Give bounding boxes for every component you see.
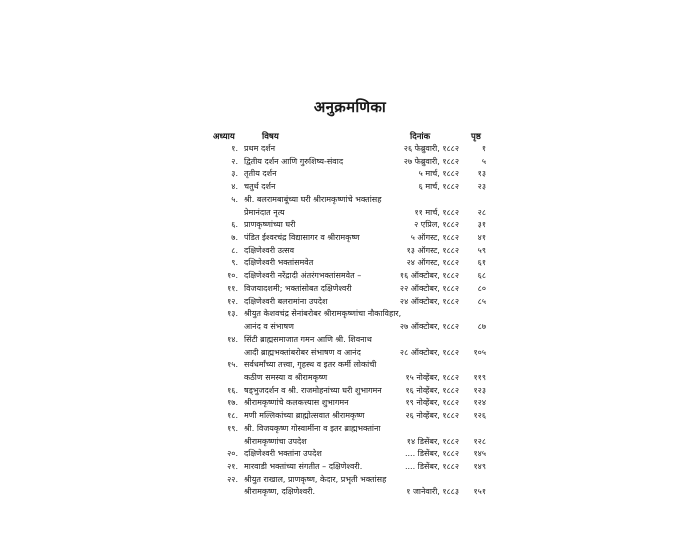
contents-row — [0, 257, 700, 270]
contents-row — [0, 219, 700, 232]
header-chapter: अध्याय — [213, 132, 235, 142]
contents-row — [0, 334, 700, 347]
contents-row — [0, 156, 700, 169]
chapter-subject: आनंद व संभाषण — [244, 322, 294, 332]
page-number: १४९ — [473, 461, 486, 471]
page-title: अनुक्रमणिका — [313, 98, 387, 116]
chapter-number: ५. — [231, 194, 238, 204]
chapter-date: २६ फेब्रुवारी, १८८२ — [403, 144, 459, 153]
page-number: १२३ — [473, 385, 486, 395]
page-number: २३ — [477, 182, 486, 192]
chapter-subject: तृतीय दर्शन — [244, 169, 277, 179]
contents-row — [0, 448, 700, 461]
chapter-subject: कठीण समस्या व श्रीरामकृष्ण — [244, 372, 328, 382]
page-number: ४१ — [477, 233, 486, 243]
chapter-date: ६ मार्च, १८८२ — [418, 182, 459, 192]
contents-row — [0, 410, 700, 423]
contents-row — [0, 347, 700, 360]
chapter-subject: सर्वधर्मांच्या तत्त्वा, गृहस्थ व इतर कर्मी लोकांची — [244, 360, 377, 370]
page-number: ६१ — [477, 258, 486, 268]
chapter-number: १०. — [227, 271, 238, 281]
chapter-number: ७. — [231, 233, 238, 243]
page-number: १२६ — [473, 411, 486, 421]
chapter-number: २०. — [227, 449, 238, 459]
chapter-subject: श्री. विजयकृष्ण गोस्वामींना व इतर ब्राह्मभक्तांना — [244, 423, 381, 433]
chapter-number: १८. — [227, 411, 238, 421]
chapter-subject: द्वितीय दर्शन आणि गुरुशिष्य-संवाद — [244, 156, 344, 166]
chapter-date: २७ फेब्रुवारी, १८८२ — [403, 156, 459, 166]
page-number: ८५ — [477, 296, 486, 306]
chapter-date: २२ ऑक्टोबर, १८८२ — [399, 283, 459, 293]
page-number: २८ — [477, 207, 486, 217]
chapter-subject: आदी ब्राह्मभक्तांबरोबर संभाषण व आनंद — [244, 347, 361, 357]
contents-row — [0, 168, 700, 181]
chapter-date: १ जानेवारी, १८८३ — [406, 487, 459, 497]
chapter-number: ६. — [231, 220, 238, 230]
chapter-date: .... डिसेंबर, १८८२ — [404, 449, 459, 459]
chapter-date: .... डिसेंबर, १८८२ — [404, 461, 459, 471]
chapter-date: २४ ऑक्टोबर, १८८२ — [399, 296, 459, 306]
chapter-date: १६ नोव्हेंबर, १८८२ — [405, 385, 459, 395]
chapter-subject: श्रीयुत केशवचंद्र सेनांबरोबर श्रीरामकृष्णांचा नौकाविहार, — [244, 309, 402, 319]
page-number: १३ — [477, 169, 486, 179]
contents-row — [0, 181, 700, 194]
chapter-number: २१. — [227, 461, 238, 471]
chapter-subject: श्रीरामकृष्ण, दक्षिणेश्वरी. — [244, 487, 316, 497]
chapter-number: १३. — [227, 309, 238, 319]
chapter-date: ११ मार्च, १८८२ — [414, 207, 459, 217]
chapter-date: २६ नोव्हेंबर, १८८२ — [405, 411, 459, 421]
contents-row — [0, 436, 700, 449]
header-page: पृष्ठ — [471, 132, 481, 142]
contents-row — [0, 232, 700, 245]
chapter-number: ११. — [227, 283, 238, 293]
chapter-number: १२. — [227, 296, 238, 306]
page-number: १२८ — [473, 436, 486, 446]
chapter-date: १५ नोव्हेंबर, १८८२ — [405, 372, 459, 382]
chapter-subject: श्री. बलरामबाबूंच्या घरी श्रीरामकृष्णांचे भक्तांसह — [244, 194, 382, 204]
page-number: ८० — [477, 283, 486, 293]
chapter-subject: सिंटी ब्राह्मसमाजात गमन आणि श्री. शिवनाथ — [244, 334, 372, 344]
contents-row — [0, 207, 700, 220]
chapter-subject: दक्षिणेश्वरी बलरामांना उपदेश — [244, 296, 328, 306]
chapter-date: १९ नोव्हेंबर, १८८२ — [405, 398, 459, 408]
page-number: ६८ — [477, 271, 486, 281]
chapter-subject: दक्षिणेश्वरी भक्तांना उपदेश — [244, 449, 322, 459]
contents-row — [0, 245, 700, 258]
chapter-date: २४ ऑगस्ट, १८८२ — [406, 258, 459, 268]
page-number: १४५ — [473, 449, 486, 459]
chapter-subject: मणी मल्लिकांच्या ब्राह्मोत्सवात श्रीरामकृष्ण — [244, 411, 365, 421]
header-subject: विषय — [262, 132, 279, 142]
chapter-number: ८. — [231, 245, 238, 255]
contents-row — [0, 474, 700, 487]
chapter-subject: प्रथम दर्शन — [244, 144, 276, 153]
chapter-number: १७. — [227, 398, 238, 408]
contents-row — [0, 397, 700, 410]
contents-row — [0, 283, 700, 296]
chapter-number: ९. — [231, 258, 238, 268]
chapter-subject: श्रीरामकृष्णांचा उपदेश — [244, 436, 307, 446]
page-number: ११९ — [473, 372, 486, 382]
chapter-date: २७ ऑक्टोबर, १८८२ — [399, 322, 459, 332]
chapter-date: २ एप्रिल, १८८२ — [414, 220, 459, 230]
page-number: १०५ — [473, 347, 486, 357]
chapter-subject: प्रेमानंदात नृत्य — [244, 207, 285, 217]
chapter-subject: चतुर्थ दर्शन — [244, 182, 276, 192]
page-number: ५९ — [477, 245, 486, 255]
contents-row — [0, 194, 700, 207]
chapter-subject: श्रीरामकृष्णांचे कलकत्त्यास शुभागमन — [244, 398, 349, 408]
chapter-subject: मारवाडी भक्तांच्या संगतीत – दक्षिणेश्वरी. — [244, 461, 363, 471]
contents-row — [0, 143, 700, 156]
contents-row — [0, 486, 700, 499]
chapter-number: २. — [231, 156, 238, 166]
chapter-number: १५. — [227, 360, 238, 370]
contents-row — [0, 461, 700, 474]
chapter-date: १४ डिसेंबर, १८८२ — [406, 436, 459, 446]
chapter-date: १३ ऑगस्ट, १८८२ — [406, 245, 459, 255]
contents-row — [0, 296, 700, 309]
contents-row — [0, 423, 700, 436]
chapter-number: १. — [231, 144, 238, 153]
chapter-number: २२. — [227, 474, 238, 484]
chapter-date: २८ ऑक्टोबर, १८८२ — [399, 347, 459, 357]
page-number: १५१ — [473, 487, 486, 497]
contents-row — [0, 385, 700, 398]
chapter-number: १४. — [227, 334, 238, 344]
contents-row — [0, 270, 700, 283]
page-number: ८७ — [477, 322, 486, 332]
page-number: ३१ — [477, 220, 486, 230]
chapter-subject: विजयादशमी; भक्तांसोबत दक्षिणेश्वरी — [244, 283, 352, 293]
header-date: दिनांक — [410, 132, 431, 142]
chapter-number: ३. — [231, 169, 238, 179]
page-number: १२४ — [473, 398, 486, 408]
chapter-subject: षड्भुजदर्शन व श्री. राजमोहनांच्या घरी शुभागमन — [244, 385, 382, 395]
chapter-subject: श्रीयुत राखाल, प्राणकृष्ण, केदार, प्रभृती भक्तांसह — [244, 474, 387, 484]
contents-row — [0, 308, 700, 321]
chapter-date: १६ ऑक्टोबर, १८८२ — [399, 271, 459, 281]
chapter-subject: पंडित ईश्वरचंद्र विद्यासागर व श्रीरामकृष्ण — [244, 233, 360, 243]
chapter-subject: दक्षिणेश्वरी भक्तांसमवेत — [244, 258, 314, 268]
contents-row — [0, 372, 700, 385]
chapter-subject: दक्षिणेश्वरी उत्सव — [244, 245, 295, 255]
contents-table — [0, 143, 700, 499]
chapter-number: १६. — [227, 385, 238, 395]
page-number: ५ — [481, 156, 486, 166]
chapter-subject: दक्षिणेश्वरी नरेंद्रादी अंतरंगभक्तांसमवेत – — [244, 271, 362, 281]
page-number: १ — [481, 144, 486, 153]
chapter-date: ५ मार्च, १८८२ — [418, 169, 459, 179]
contents-row — [0, 359, 700, 372]
contents-row — [0, 321, 700, 334]
chapter-number: १९. — [227, 423, 238, 433]
chapter-number: ४. — [231, 182, 238, 192]
chapter-subject: प्राणकृष्णांच्या घरी — [244, 220, 296, 230]
chapter-date: ५ ऑगस्ट, १८८२ — [410, 233, 459, 243]
